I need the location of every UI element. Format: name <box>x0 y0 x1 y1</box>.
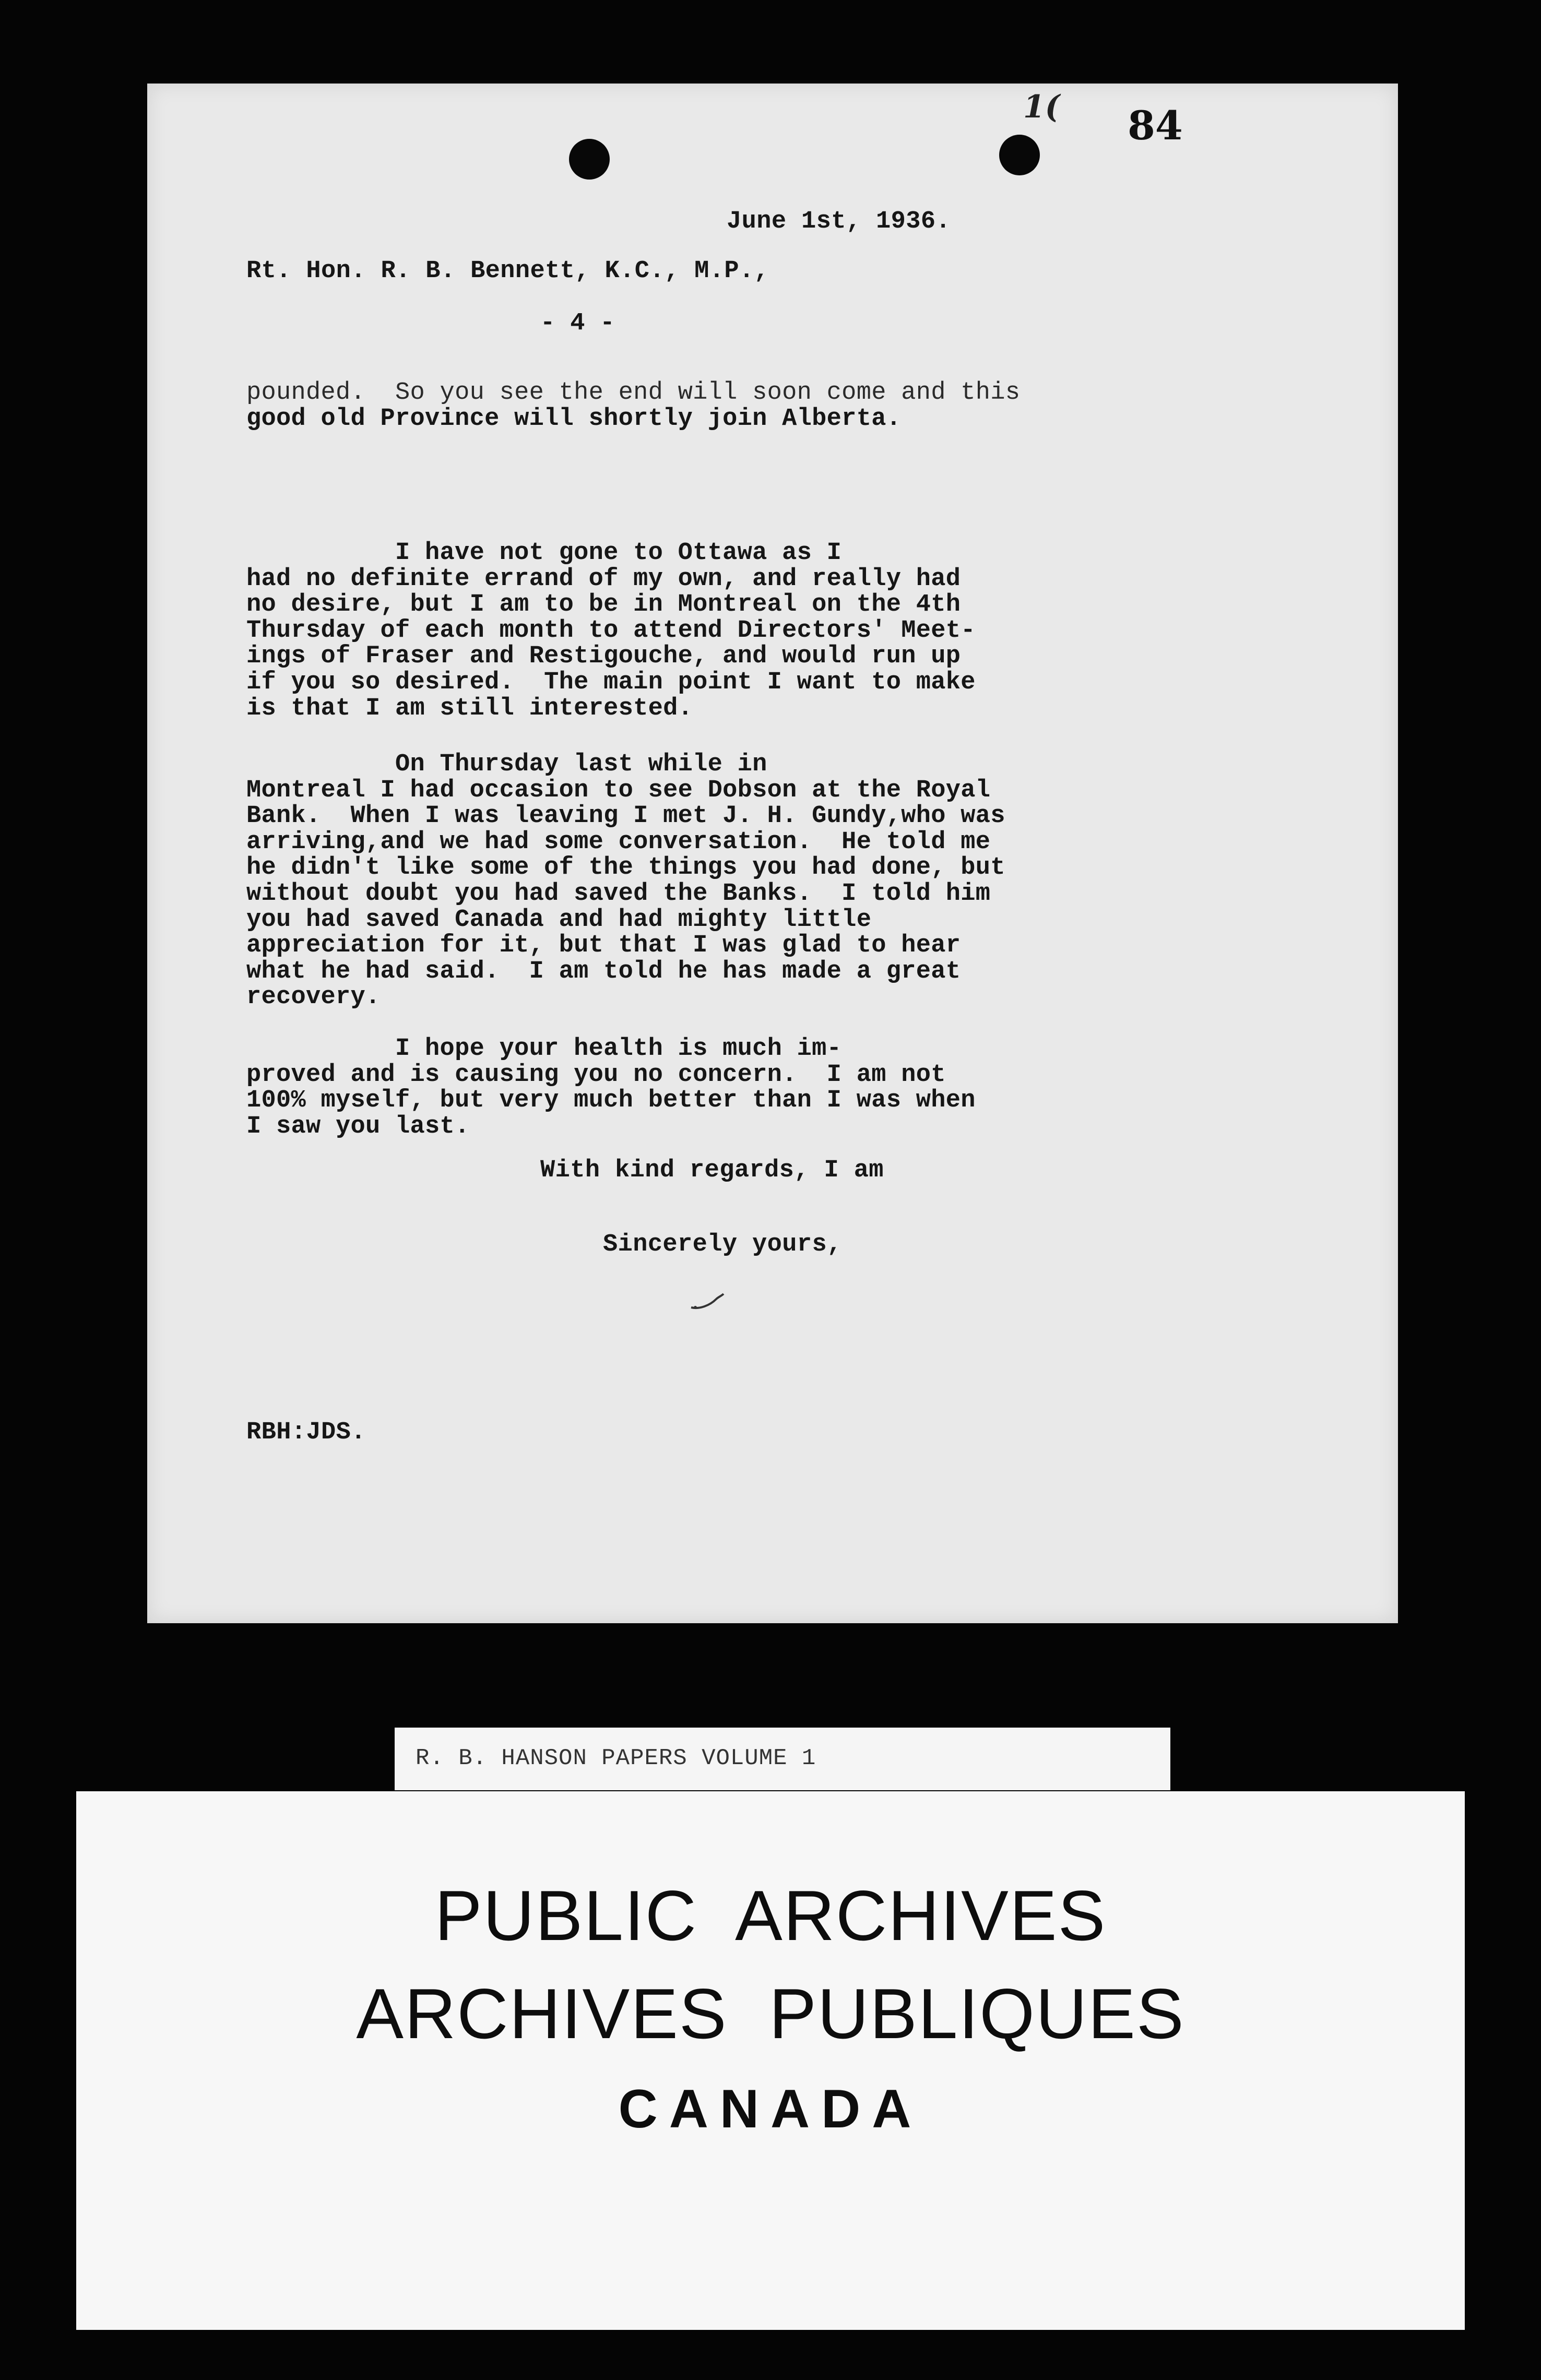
paragraph-line: I hope your health is much im- <box>246 1035 842 1063</box>
volume-label-text: R. B. HANSON PAPERS VOLUME 1 <box>416 1745 816 1771</box>
paragraph-line: pounded. So you see the end will soon come and this <box>246 379 1021 407</box>
paragraph-3 <box>246 752 1005 1010</box>
volume-label <box>395 1728 1170 1790</box>
paragraph-line: had no definite errand of my own, and really had <box>246 565 961 593</box>
pen-mark-icon <box>689 1292 726 1313</box>
paragraph-line: you had saved Canada and had mighty little <box>246 906 872 934</box>
letter-closing: With kind regards, I am <box>540 1157 884 1184</box>
folio-mark: 1( <box>1023 89 1060 125</box>
paragraph-1 <box>246 380 1020 432</box>
paragraph-line: is that I am still interested. <box>246 694 693 722</box>
letter-date: June 1st, 1936. <box>727 208 951 235</box>
folio-number: 84 <box>1128 102 1183 149</box>
archive-stamp <box>76 1791 1465 2330</box>
paragraph-line: if you so desired. The main point I want to make <box>246 668 976 696</box>
paragraph-line: Montreal I had occasion to see Dobson at the Royal <box>246 776 991 804</box>
paragraph-line: without doubt you had saved the Banks. I told him <box>246 879 991 908</box>
archive-stamp-line-1: PUBLIC ARCHIVES <box>434 1876 1107 1955</box>
paragraph-line: I saw you last. <box>246 1112 470 1140</box>
paragraph-line: Thursday of each month to attend Directors' Meet- <box>246 616 976 645</box>
typist-initials: RBH:JDS. <box>246 1419 366 1446</box>
paragraph-line: he didn't like some of the things you had done, but <box>246 854 1005 882</box>
paragraph-line: ings of Fraser and Restigouche, and would run up <box>246 642 961 671</box>
paragraph-line: 100% myself, but very much better than I was when <box>246 1087 976 1115</box>
punch-hole-left <box>569 139 610 180</box>
paragraph-line: what he had said. I am told he has made a great <box>246 957 961 985</box>
archive-stamp-line-2: ARCHIVES PUBLIQUES <box>356 1974 1185 2053</box>
archive-stamp-line-3: CANADA <box>618 2079 923 2139</box>
letter-signoff: Sincerely yours, <box>603 1231 842 1258</box>
paragraph-line: appreciation for it, but that I was glad to hear <box>246 932 961 960</box>
paragraph-line: I have not gone to Ottawa as I <box>246 539 842 567</box>
paragraph-4 <box>246 1036 976 1139</box>
paragraph-line: arriving,and we had some conversation. He told me <box>246 828 991 856</box>
punch-hole-right <box>999 135 1040 175</box>
paragraph-line: recovery. <box>246 983 381 1011</box>
page-marker: - 4 - <box>540 310 615 337</box>
paragraph-line: no desire, but I am to be in Montreal on the 4th <box>246 591 961 619</box>
paragraph-2 <box>246 540 976 721</box>
paragraph-line: On Thursday last while in <box>246 751 767 778</box>
letter-addressee: Rt. Hon. R. B. Bennett, K.C., M.P., <box>246 257 769 285</box>
paragraph-line: Bank. When I was leaving I met J. H. Gundy,who was <box>246 802 1005 830</box>
paragraph-line: proved and is causing you no concern. I am not <box>246 1061 946 1089</box>
paragraph-line: good old Province will shortly join Alberta. <box>246 404 902 433</box>
